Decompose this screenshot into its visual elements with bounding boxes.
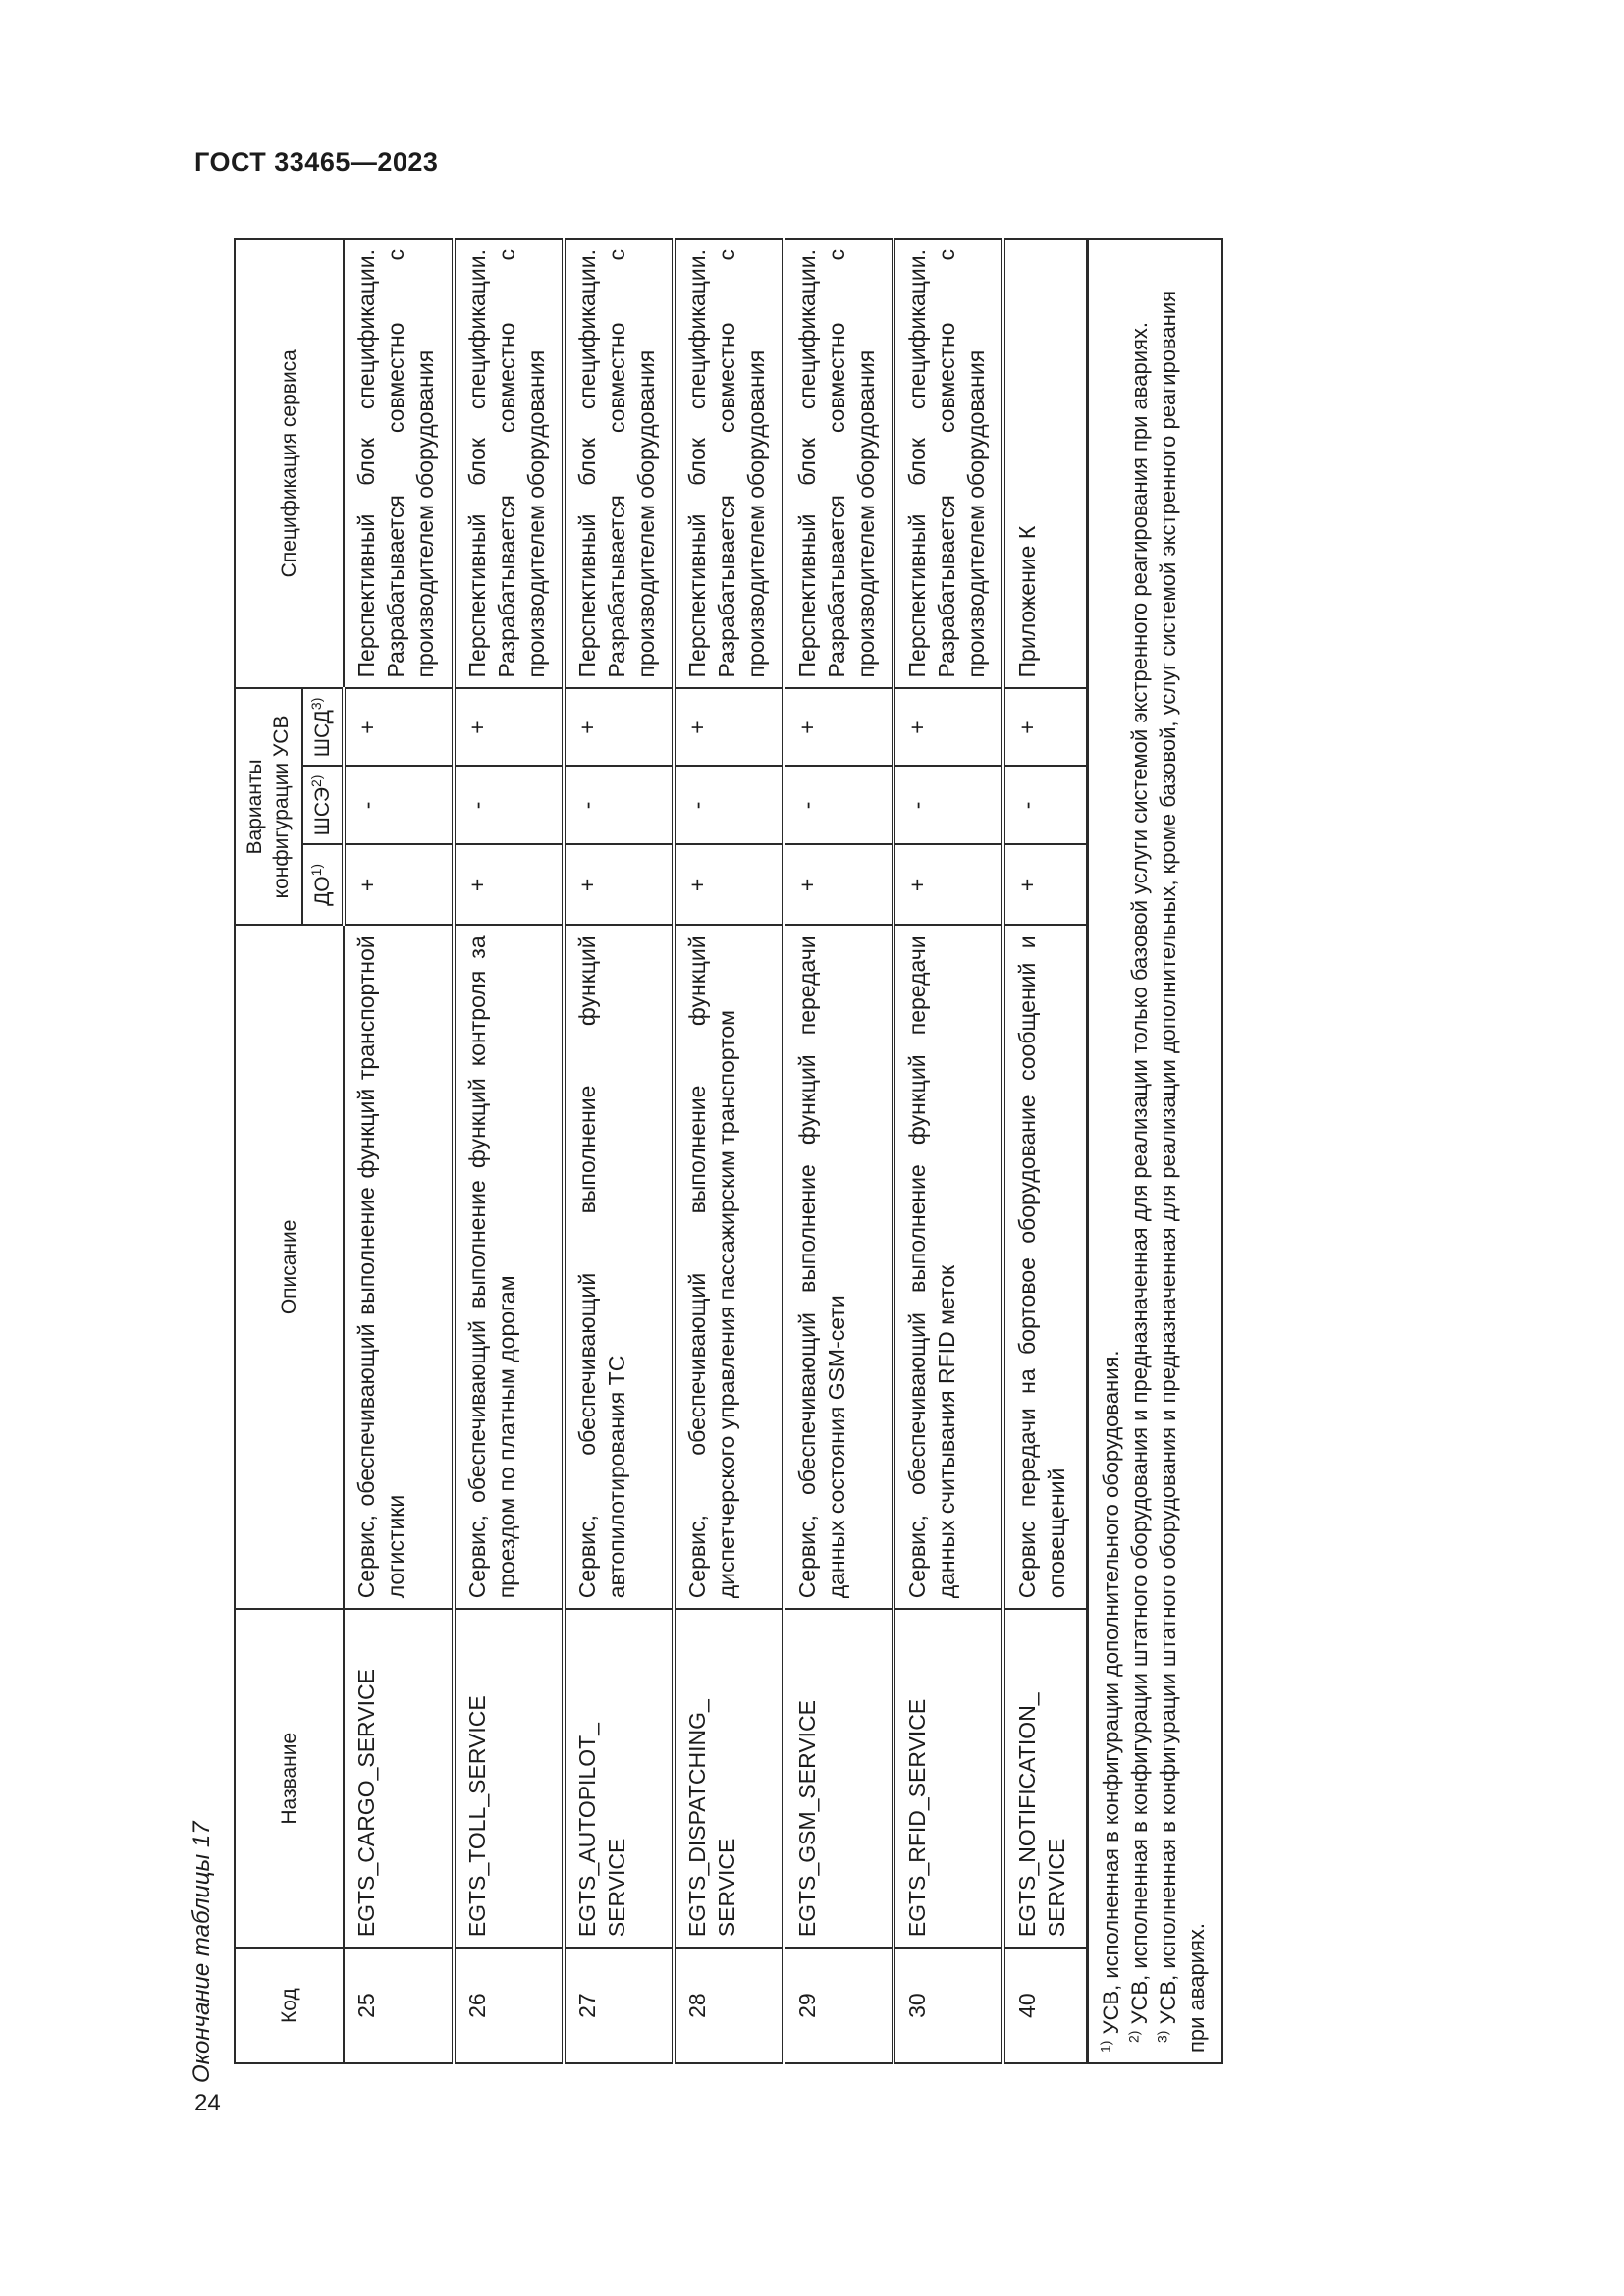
cell-name: EGTS_NOTIFICATION_ SERVICE [1003,1609,1088,1948]
footnote-3: $^{3)}$ УСВ, исполненная в конфигурации штатного оборудования и предназначенная для реализации дополнительных, кроме базовой, услуг системой экстренного реагирования при авариях. [1155,290,1210,2053]
cell-spec: Перспективный блок спецификации. Разрабатывается совместно с производителем оборудования [784,239,893,688]
subcol-shse: ШСЭ$^{2)}$ [302,766,344,844]
cell-spec: Перспективный блок спецификации. Разрабатывается совместно с производителем оборудования [893,239,1003,688]
footnote-ref-1: 1) [307,863,324,877]
table-row [454,239,564,2063]
cell-shse: - [893,766,1003,844]
cell-description: Сервис, обеспечивающий выполнение функций передачи данных считывания RFID меток [893,925,1003,1609]
cell-shse: - [674,766,784,844]
cell-shse: - [454,766,564,844]
cell-name: EGTS_CARGO_SERVICE [344,1609,454,1948]
cell-spec: Перспективный блок спецификации. Разрабатывается совместно с производителем оборудования [344,239,454,688]
col-header-variants: Варианты конфигурации УСВ [235,688,302,925]
cell-name: EGTS_RFID_SERVICE [893,1609,1003,1948]
cell-code: 25 [344,1948,454,2063]
cell-name: EGTS_AUTOPILOT_ SERVICE [564,1609,674,1948]
col-header-description: Описание [235,925,344,1609]
cell-do: + [674,844,784,925]
cell-spec: Приложение К [1003,239,1088,688]
cell-shsd: + [1003,688,1088,766]
cell-shsd: + [784,688,893,766]
cell-name: EGTS_TOLL_SERVICE [454,1609,564,1948]
cell-shse: - [1003,766,1088,844]
cell-do: + [1003,844,1088,925]
cell-do: + [893,844,1003,925]
cell-description: Сервис, обеспечивающий выполнение функций транспортной логистики [344,925,454,1609]
cell-code: 30 [893,1948,1003,2063]
table-row [564,239,674,2063]
table-row [344,239,454,2063]
cell-shsd: + [564,688,674,766]
cell-spec: Перспективный блок спецификации. Разрабатывается совместно с производителем оборудования [674,239,784,688]
cell-description: Сервис, обеспечивающий выполнение функций передачи данных состояния GSM-сети [784,925,893,1609]
document-title: ГОСТ 33465—2023 [194,147,439,177]
cell-shsd: + [344,688,454,766]
cell-shse: - [784,766,893,844]
col-header-name: Название [235,1609,344,1948]
cell-do: + [454,844,564,925]
cell-do: + [784,844,893,925]
cell-description: Сервис, обеспечивающий выполнение функций контроля за проездом по платным дорогам [454,925,564,1609]
footnotes-row [1088,239,1222,2063]
cell-name: EGTS_DISPATCHING_ SERVICE [674,1609,784,1948]
cell-code: 40 [1003,1948,1088,2063]
table-row [893,239,1003,2063]
cell-name: EGTS_GSM_SERVICE [784,1609,893,1948]
table-footnotes [1088,239,1222,2063]
table-row [674,239,784,2063]
rotated-table-page [189,238,1210,2083]
table-row [784,239,893,2063]
table-row [1003,239,1088,2063]
cell-shse: - [564,766,674,844]
table-header-row [235,239,302,2063]
cell-code: 28 [674,1948,784,2063]
services-table [234,238,1223,2064]
cell-description: Сервис, обеспечивающий выполнение функций автопилотирования ТС [564,925,674,1609]
col-header-spec: Спецификация сервиса [235,239,344,688]
cell-shsd: + [674,688,784,766]
footnote-ref-3: 3) [307,697,324,711]
cell-shsd: + [454,688,564,766]
footnote-2: $^{2)}$ УСВ, исполненная в конфигурации штатного оборудования и предназначенная для реализации только базовой услуги системой экстренного реагирования при авариях. [1126,321,1153,2043]
footnote-1: $^{1)}$ УСВ, исполненная в конфигурации дополнительного оборудования. [1098,1350,1124,2053]
col-header-code: Код [235,1948,344,2063]
cell-description: Сервис передачи на бортовое оборудование сообщений и оповещений [1003,925,1088,1609]
page-number: 24 [194,2090,221,2116]
cell-shsd: + [893,688,1003,766]
subcol-shsd: ШСД$^{3)}$ [302,688,344,766]
cell-description: Сервис, обеспечивающий выполнение функций диспетчерского управления пассажирским транспортом [674,925,784,1609]
subcol-do: ДО$^{1)}$ [302,844,344,925]
cell-shse: - [344,766,454,844]
cell-spec: Перспективный блок спецификации. Разрабатывается совместно с производителем оборудования [454,239,564,688]
cell-code: 29 [784,1948,893,2063]
cell-do: + [344,844,454,925]
table-caption: Окончание таблицы 17 [189,1821,215,2083]
cell-spec: Перспективный блок спецификации. Разрабатывается совместно с производителем оборудования [564,239,674,688]
cell-code: 27 [564,1948,674,2063]
cell-code: 26 [454,1948,564,2063]
footnote-ref-2: 2) [307,774,324,788]
cell-do: + [564,844,674,925]
